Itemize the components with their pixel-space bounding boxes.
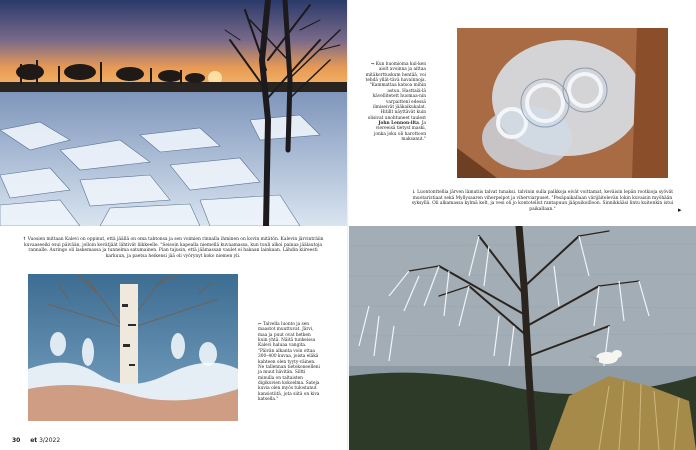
caption-birch <box>258 322 320 402</box>
photo-sunset-ice <box>0 0 347 226</box>
caption-seagull <box>410 190 675 212</box>
arrow-right-icon: → <box>370 62 375 67</box>
magazine-name: et <box>30 437 38 444</box>
arrow-up-icon: ↑ <box>22 237 27 242</box>
next-page-marker: ▸ <box>678 206 682 214</box>
issue-number: 3/2022 <box>39 437 61 444</box>
caption-text-end: . Ja viereeisä tietyst maski, jonka joku oli harottoon maksanut." <box>374 120 426 143</box>
page-footer <box>12 437 60 444</box>
arrow-down-icon: ↓ <box>412 190 416 195</box>
caption-text: Luontonttellia järven lämutiis talvat tunaksi. talvinin sulla palkkoja eivät voittamat, keväisin lepän rootkioja syövät muotaristiaat sekä Myllysaaren viherpeipot ja viherviarpuset. "Pesäpaikallaan värijäitelevän lokin kuvaisin myöhään syksyllä. Oli alkamassa kylmä kelt, ja vesi oli jo kontotellut rantapuun jääpuikoilloon. Sinnikkääsi lintu kuitenkin istui paikallaan." <box>411 190 674 212</box>
caption-ice-circles <box>364 62 426 142</box>
caption-text: Vuosien mittaan Kalevi on oppinut, että jäällä on oma tahtonsa ja sen voimien rinnalla ihminen on kovin mitätön. Kalevin järvinträiin kuvaaseeiki osui päivään, jolloin kevätjäät lähtivät liikkeelle. "Seisoin kapealla niemellä kuvaamassa, kun tuuli alkoi painaa jäälautoja rannalle. Auringo oli laskemassa ja tunnelma satumainen. Pian tajusin, että jäämassan vaulet ei hakaan lainkaan. Lähdin kiireesti karkuun, ja paetsa heikensi jää oli vyörynyt koko niemen yli. <box>24 237 324 259</box>
photo-frozen-birch <box>28 274 238 421</box>
arrow-left-icon: ← <box>258 322 262 327</box>
photo-frozen-tree-seagull <box>349 226 696 450</box>
page-number: 30 <box>12 437 21 444</box>
caption-bold-name: John Lennon-ilta <box>378 120 419 126</box>
caption-ice-push <box>18 237 328 259</box>
page-spine <box>347 0 349 450</box>
photo-ice-circles <box>457 28 668 178</box>
caption-text: Kun huomioma kul-ken aiolt avoinna ja aittaa mitäkorttuskum hentää, voi tehdä yllät-tävä havainnoja. "Kammattaa katsoa mihin astuu. Hasttaiä-lä hävellitetett huomaa-nin varpaittenl edessä ilmiseivät jääkaikukalat. Hitillt näyttävät kuin olisivat unohtuneet taulest <box>365 62 426 121</box>
caption-text: Talvella luonto ja sen maastot muuttuvat. Järvi, maa ja puut ovat hetken kuin yhtä. Näitä tunkeissa Kalevi haluaa vangita. "Päivän alkanta voin ottaa 300–400 kuvaa, joista eläkä kahteen olen tyyty-väinen. Ne tallennan tietokoneelleni ja muut hävitän. Siltti minulla on taltaisten digikuvien kokoelma. Sateja kuvia olen myös tulostanut kansiotiitä, jota siitä on kiva katsella." <box>258 322 320 403</box>
